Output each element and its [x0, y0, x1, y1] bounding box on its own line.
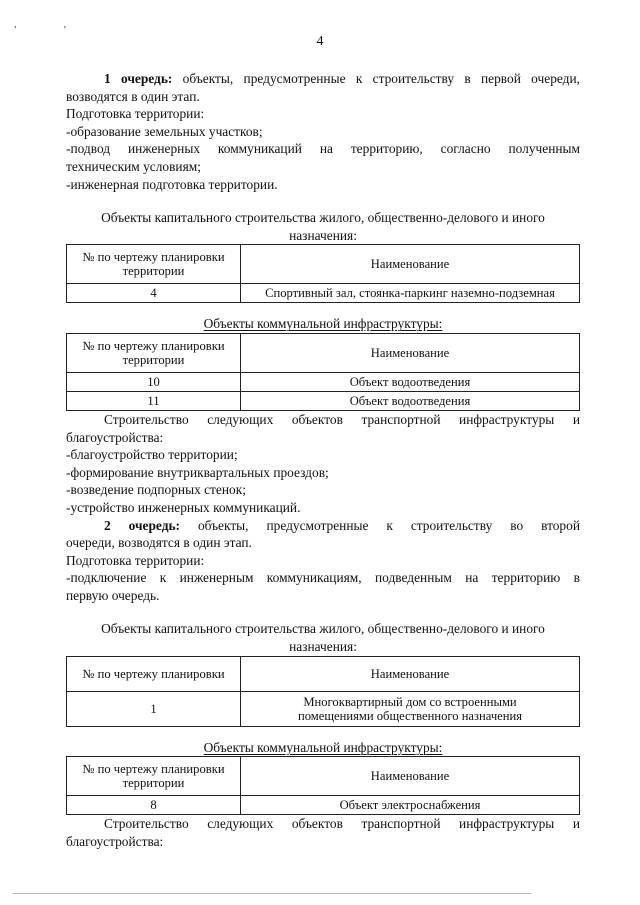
stage1-capital-table — [66, 244, 580, 303]
row-name: Объект водоотведения — [241, 372, 580, 391]
table-header-row — [67, 245, 580, 284]
stage2-prep-item: -подключение к инженерным коммуникациям, подведенным на территорию в — [66, 570, 580, 586]
stage1-capital-caption-line2: назначения: — [289, 227, 357, 243]
stage1-heading-line2: возводятся в один этап. — [66, 88, 200, 104]
col-name-header: Наименование — [241, 333, 580, 372]
col-name-header: Наименование — [241, 656, 580, 691]
stage2-prep-item-line2: первую очередь. — [66, 587, 160, 603]
stage1-utility-table — [66, 333, 580, 411]
stage2-utility-caption — [66, 739, 580, 757]
stage1-transport-intro: Строительство следующих объектов транспортной инфраструктуры и — [104, 411, 580, 427]
stage1-heading-bold: 1 очередь: — [104, 71, 173, 86]
row-name-line: помещениями общественного назначения — [297, 708, 523, 723]
scan-marks: , , — [14, 18, 89, 30]
stage2-heading — [66, 517, 580, 535]
stage1-prep-item: техническим условиям; — [66, 158, 201, 174]
row-number: 11 — [67, 391, 241, 410]
stage2-capital-table — [66, 656, 580, 727]
stage1-prep-item: -подвод инженерных коммуникаций на территорию, согласно полученным — [66, 141, 580, 157]
row-number: 1 — [67, 691, 241, 726]
table-header-row — [67, 656, 580, 691]
stage2-capital-caption: Объекты капитального строительства жилого, общественно-делового и иного — [101, 621, 545, 637]
col-name-header: Наименование — [241, 757, 580, 796]
row-name: Объект водоотведения — [241, 391, 580, 410]
scan-edge-line — [12, 893, 532, 894]
stage1-utility-caption — [66, 315, 580, 333]
page-number: 4 — [316, 34, 324, 49]
stage1-heading-text: объекты, предусмотренные к строительству в первой очереди, — [172, 71, 581, 86]
row-number: 4 — [67, 284, 241, 303]
table-row — [67, 691, 580, 726]
stage1-prep-title: Подготовка территории: — [66, 106, 205, 122]
stage1-transport-item: -устройство инженерных коммуникаций. — [66, 499, 301, 515]
stage1-transport-item: -возведение подпорных стенок; — [66, 482, 246, 498]
col-number-header: № по чертежу планировки территории — [67, 757, 241, 796]
table-row — [67, 391, 580, 410]
col-number-header: № по чертежу планировки — [67, 656, 241, 691]
stage2-heading-text: объекты, предусмотренные к строительству во второй — [180, 517, 580, 533]
stage2-heading-bold: 2 очередь: — [104, 517, 181, 533]
col-name-header: Наименование — [241, 245, 580, 284]
stage1-capital-caption: Объекты капитального строительства жилого, общественно-делового и иного — [101, 210, 545, 226]
stage2-heading-line2: очереди, возводятся в один этап. — [66, 535, 252, 551]
stage2-transport-intro: Строительство следующих объектов транспортной инфраструктуры и — [104, 816, 580, 832]
stage2-utility-table — [66, 756, 580, 815]
row-name-line: Многоквартирный дом со встроенными — [303, 694, 517, 709]
stage1-transport-item: -благоустройство территории; — [66, 447, 238, 463]
table-header-row — [67, 757, 580, 796]
table-row — [67, 796, 580, 815]
stage1-utility-caption-text: Объекты коммунальной инфраструктуры: — [203, 316, 443, 332]
stage2-transport-intro-line2: благоустройства: — [66, 833, 164, 849]
row-name: Спортивный зал, стоянка-паркинг наземно-подземная — [241, 284, 580, 303]
table-header-row — [67, 333, 580, 372]
stage1-transport-intro-line2: благоустройства: — [66, 429, 164, 445]
row-name: Объект электроснабжения — [241, 796, 580, 815]
page-body — [66, 70, 580, 850]
table-row — [67, 372, 580, 391]
col-number-header: № по чертежу планировки территории — [67, 245, 241, 284]
row-number: 10 — [67, 372, 241, 391]
stage2-prep-title: Подготовка территории: — [66, 552, 205, 568]
row-name — [241, 691, 580, 726]
row-number: 8 — [67, 796, 241, 815]
stage2-utility-caption-text: Объекты коммунальной инфраструктуры: — [203, 739, 443, 755]
stage1-heading — [66, 70, 580, 88]
stage1-prep-item: -инженерная подготовка территории. — [66, 176, 278, 192]
stage1-transport-item: -формирование внутриквартальных проездов; — [66, 464, 329, 480]
col-number-header: № по чертежу планировки территории — [67, 333, 241, 372]
stage2-capital-caption-line2: назначения: — [289, 639, 357, 655]
table-row — [67, 284, 580, 303]
stage1-prep-item: -образование земельных участков; — [66, 123, 263, 139]
